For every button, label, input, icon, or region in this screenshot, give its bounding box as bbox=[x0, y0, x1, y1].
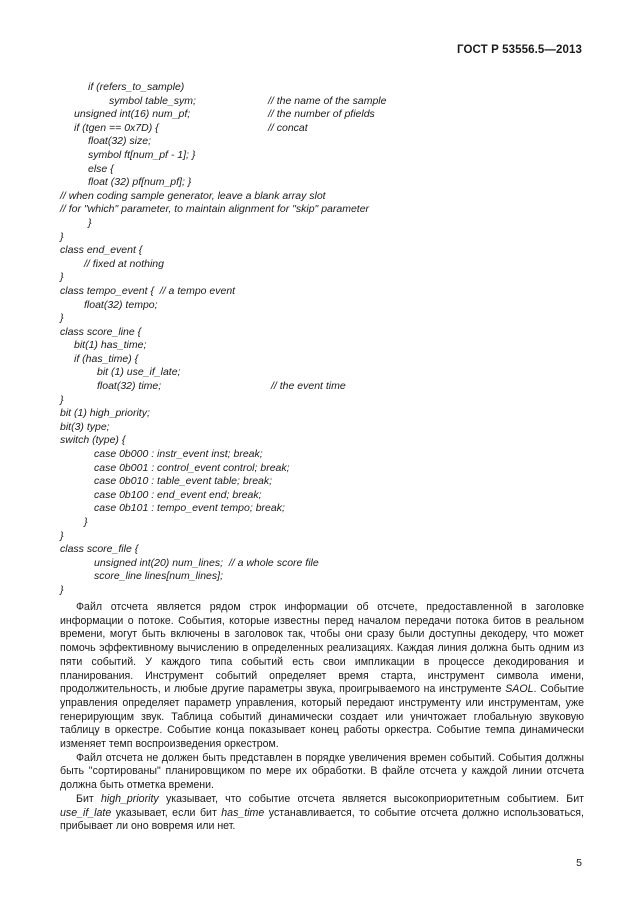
code-text: } bbox=[88, 216, 92, 229]
code-text: } bbox=[60, 271, 64, 284]
code-text: float(32) tempo; bbox=[84, 298, 158, 311]
code-text: case 0b010 : table_event table; break; bbox=[94, 475, 273, 488]
paragraph: Файл отсчета является рядом строк информации об отсчете, предоставленной в заголовке информации о потоке. События, которые известны перед началом передачи потока битов в реальном времени, могут быть включены в заголовок так, чтобы они сразу были доступны декодеру, что может помочь эффективному вычислению в определенных реализациях. Каждая линия должна быть одним из пяти событий. У каждого типа событий есть свои импликации в процессе декодирования и планирования. Инструмент событий определяет время старта, инструмент символа имени, продолжительность, и любые другие параметры звука, проигрываемого на инструменте SAOL. Событие управления определяет параметр управления, который передают инструменту или инструментам, уже генерирующим звук. Таблица событий динамически создает или уничтожает глобальную звуковую таблицу в оркестре. Событие конца показывает конец работы оркестра. Событие темпа динамически изменяет темп воспроизведения оркестром. bbox=[60, 601, 584, 751]
code-line bbox=[60, 380, 590, 394]
code-text: } bbox=[60, 312, 64, 325]
code-line bbox=[60, 421, 590, 435]
code-line bbox=[60, 122, 590, 136]
code-text: score_line lines[num_lines]; bbox=[94, 570, 223, 583]
code-line bbox=[60, 285, 590, 299]
code-line bbox=[60, 475, 590, 489]
code-line bbox=[60, 462, 590, 476]
code-text: } bbox=[60, 583, 64, 596]
code-line bbox=[60, 244, 590, 258]
code-line bbox=[60, 217, 590, 231]
code-comment: // the name of the sample bbox=[268, 94, 387, 107]
code-text: bit(3) type; bbox=[60, 420, 110, 433]
code-line bbox=[60, 448, 590, 462]
code-line bbox=[60, 366, 590, 380]
code-line bbox=[60, 407, 590, 421]
code-text: } bbox=[60, 529, 64, 542]
code-text: float(32) time; bbox=[97, 380, 162, 393]
code-listing bbox=[60, 81, 590, 598]
standard-header: ГОСТ Р 53556.5—2013 bbox=[457, 44, 582, 56]
code-line bbox=[60, 339, 590, 353]
code-line bbox=[60, 176, 590, 190]
term-use-if-late: use_if_late bbox=[60, 806, 112, 819]
code-line bbox=[60, 543, 590, 557]
code-line bbox=[60, 353, 590, 367]
body-text bbox=[60, 601, 584, 834]
code-line bbox=[60, 502, 590, 516]
code-line bbox=[60, 584, 590, 598]
code-line bbox=[60, 108, 590, 122]
term-high-priority: high_priority bbox=[100, 792, 159, 805]
code-text: if (refers_to_sample) bbox=[88, 81, 185, 93]
term-has-time: has_time bbox=[221, 806, 265, 819]
code-line bbox=[60, 394, 590, 408]
code-line bbox=[60, 271, 590, 285]
code-line bbox=[60, 299, 590, 313]
code-text: symbol table_sym; bbox=[109, 94, 196, 107]
code-line bbox=[60, 312, 590, 326]
code-text: } bbox=[60, 230, 64, 243]
code-line bbox=[60, 135, 590, 149]
code-line bbox=[60, 190, 590, 204]
code-comment: // concat bbox=[268, 121, 308, 134]
code-line bbox=[60, 231, 590, 245]
code-text: bit(1) has_time; bbox=[74, 339, 147, 352]
code-text: class end_event { bbox=[60, 244, 143, 257]
code-line bbox=[60, 530, 590, 544]
code-text: symbol ft[num_pf - 1]; } bbox=[88, 148, 196, 161]
code-line bbox=[60, 434, 590, 448]
code-text: } bbox=[84, 516, 88, 528]
code-line bbox=[60, 489, 590, 503]
code-text: unsigned int(16) num_pf; bbox=[74, 108, 191, 121]
code-line bbox=[60, 95, 590, 109]
code-text: if (tgen == 0x7D) { bbox=[74, 121, 159, 134]
code-line bbox=[60, 258, 590, 272]
code-text: // when coding sample generator, leave a blank array slot bbox=[60, 189, 326, 202]
code-comment: // the event time bbox=[271, 380, 346, 393]
page-number: 5 bbox=[576, 857, 582, 869]
code-text: // fixed at nothing bbox=[84, 257, 164, 270]
code-text: case 0b000 : instr_event inst; break; bbox=[94, 448, 263, 461]
code-line bbox=[60, 570, 590, 584]
paragraph: Файл отсчета не должен быть представлен в порядке увеличения времен событий. События должны быть "сортированы" планировщиком по мере их обработки. В файле отсчета у каждой линии отсчета должна быть отметка времени. bbox=[60, 751, 584, 792]
code-line bbox=[60, 557, 590, 571]
code-text: unsigned int(20) num_lines; // a whole score file bbox=[94, 556, 319, 569]
code-text: case 0b001 : control_event control; break; bbox=[94, 461, 290, 474]
code-line bbox=[60, 203, 590, 217]
code-text: if (has_time) { bbox=[74, 352, 139, 365]
code-text: case 0b101 : tempo_event tempo; break; bbox=[94, 502, 285, 515]
term-saol: SAOL bbox=[505, 683, 534, 696]
code-text: class score_file { bbox=[60, 543, 139, 556]
code-line bbox=[60, 516, 590, 530]
code-text: case 0b100 : end_event end; break; bbox=[94, 488, 262, 501]
code-text: float(32) size; bbox=[88, 135, 152, 148]
code-line bbox=[60, 163, 590, 177]
code-text: class tempo_event { // a tempo event bbox=[60, 284, 236, 297]
code-text: bit (1) use_if_late; bbox=[97, 366, 181, 379]
code-line bbox=[60, 149, 590, 163]
code-text: } bbox=[60, 393, 64, 406]
code-text: class score_line { bbox=[60, 325, 142, 338]
code-text: else { bbox=[88, 162, 114, 175]
code-text: // for "which" parameter, to maintain alignment for "skip" parameter bbox=[60, 203, 370, 216]
code-text: switch (type) { bbox=[60, 434, 126, 447]
code-text: bit (1) high_priority; bbox=[60, 407, 150, 420]
code-text: float (32) pf[num_pf]; } bbox=[88, 176, 192, 189]
paragraph: Бит high_priority указывает, что событие отсчета является высокоприоритетным событием. Бит use_if_late указывает, если бит has_time устанавливается, то событие отсчета должно использоваться, прибывает ли оно вовремя или нет. bbox=[60, 792, 584, 833]
code-line bbox=[60, 326, 590, 340]
code-comment: // the number of pfields bbox=[268, 108, 375, 121]
code-line bbox=[60, 81, 590, 95]
